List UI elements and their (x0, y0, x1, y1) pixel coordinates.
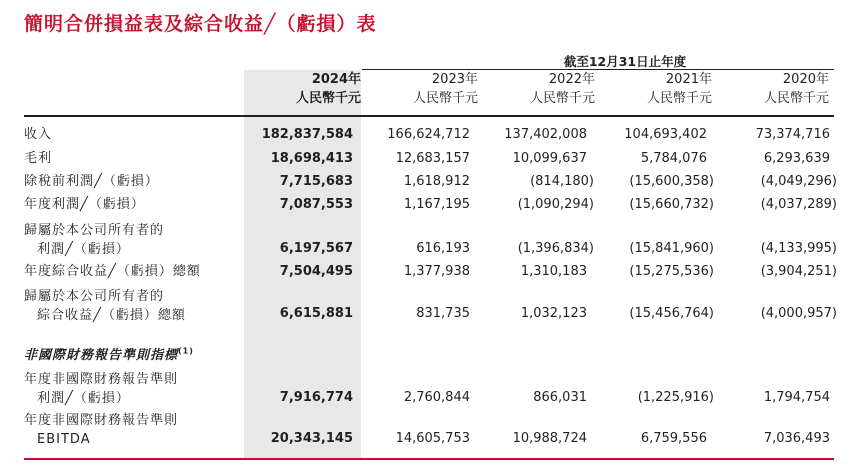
value-2021: 6,759,556 (640, 431, 707, 446)
row-label-line: 除稅前利潤╱（虧損） (24, 174, 159, 189)
value-2024: 7,715,683 (279, 174, 353, 189)
row-label-line: 綜合收益╱（虧損）總額 (37, 308, 186, 323)
value-2021: 5,784,076 (640, 151, 707, 166)
value-2020: (4,037,289) (760, 197, 837, 212)
row-label (24, 174, 159, 189)
column-header-2023 (361, 70, 478, 108)
value-2020: 1,794,754 (763, 390, 830, 405)
column-unit: 人民幣千元 (763, 91, 829, 106)
value-2023: 12,683,157 (395, 151, 470, 166)
value-2022: 10,988,724 (512, 431, 587, 446)
value-2024: 18,698,413 (270, 151, 353, 166)
row-label (24, 370, 178, 408)
value-2022: (1,396,834) (517, 241, 594, 256)
column-year: 2024年 (311, 72, 361, 87)
value-2020: (4,133,995) (760, 241, 837, 256)
row-label-line: 歸屬於本公司所有者的 (24, 289, 165, 304)
row-label-line: 毛利 (24, 151, 53, 166)
value-2021: (15,275,536) (629, 264, 714, 279)
value-2023: 1,377,938 (403, 264, 470, 279)
bottom-rule (24, 458, 834, 460)
table-row-attributable-profit (0, 221, 866, 261)
value-2023: 166,624,712 (387, 127, 470, 142)
value-2024: 6,615,881 (279, 306, 353, 321)
value-2020: (3,904,251) (760, 264, 837, 279)
column-header-2020 (712, 70, 829, 108)
value-2021: (15,841,960) (629, 241, 714, 256)
row-label-line: 利潤╱（虧損） (37, 391, 130, 406)
value-2023: 616,193 (416, 241, 470, 256)
value-2022: (814,180) (530, 174, 594, 189)
value-2023: 831,735 (416, 306, 470, 321)
value-2022: (1,090,294) (517, 197, 594, 212)
value-2021: (15,600,358) (629, 174, 714, 189)
non-ifrs-section-title (24, 344, 194, 363)
column-unit: 人民幣千元 (412, 91, 478, 106)
value-2023: 1,167,195 (403, 197, 470, 212)
value-2021: 104,693,402 (624, 127, 707, 142)
row-label-line: 收入 (24, 127, 53, 142)
value-2020: 73,374,716 (755, 127, 830, 142)
value-2020: (4,049,296) (760, 174, 837, 189)
column-year: 2020年 (782, 72, 829, 87)
table-row-gross-profit (0, 151, 866, 173)
column-header-2021 (595, 70, 712, 108)
row-label (24, 127, 52, 142)
value-2022: 137,402,008 (504, 127, 587, 142)
column-header-2024 (244, 70, 361, 108)
value-2023: 2,760,844 (403, 390, 470, 405)
value-2024: 6,197,567 (279, 241, 353, 256)
table-row-non-ifrs-profit (0, 370, 866, 410)
value-2022: 1,032,123 (520, 306, 587, 321)
statement-title: 簡明合併損益表及綜合收益╱（虧損）表 (24, 13, 377, 35)
table-row-attributable-comprehensive-income (0, 287, 866, 327)
table-row-profit-before-tax (0, 174, 866, 196)
column-header-2022 (478, 70, 595, 108)
value-2023: 1,618,912 (403, 174, 470, 189)
row-label (24, 287, 186, 325)
column-year: 2022年 (548, 72, 595, 87)
row-label-line: 年度綜合收益╱（虧損）總額 (24, 264, 201, 279)
value-2022: 866,031 (533, 390, 587, 405)
value-2020: 6,293,639 (763, 151, 830, 166)
row-label (24, 197, 145, 212)
row-label-line: 利潤╱（虧損） (37, 242, 130, 257)
period-header: 截至12月31日止年度 (563, 54, 687, 69)
column-year: 2021年 (665, 72, 712, 87)
table-row-revenue (0, 127, 866, 149)
column-unit: 人民幣千元 (295, 91, 361, 106)
value-2020: (4,000,957) (760, 306, 837, 321)
row-label-line: 歸屬於本公司所有者的 (24, 223, 165, 238)
table-row-total-comprehensive-income (0, 264, 866, 286)
row-label-line: 年度非國際財務報告準則 (24, 372, 179, 387)
value-2021: (15,456,764) (629, 306, 714, 321)
value-2024: 7,916,774 (279, 390, 353, 405)
column-unit: 人民幣千元 (646, 91, 712, 106)
table-row-profit-for-year (0, 197, 866, 219)
row-label-line: EBITDA (37, 432, 91, 447)
value-2024: 7,087,553 (279, 197, 353, 212)
footnote-marker: (1) (178, 346, 194, 356)
row-label (24, 221, 164, 259)
column-year: 2023年 (431, 72, 478, 87)
header-rule (24, 115, 834, 117)
row-label-line: 年度利潤╱（虧損） (24, 197, 145, 212)
value-2022: 1,310,183 (520, 264, 587, 279)
value-2023: 14,605,753 (395, 431, 470, 446)
column-unit: 人民幣千元 (529, 91, 595, 106)
row-label (24, 264, 201, 279)
value-2021: (15,660,732) (629, 197, 714, 212)
value-2024: 20,343,145 (270, 431, 353, 446)
table-row-non-ifrs-ebitda (0, 411, 866, 451)
row-label (24, 151, 52, 166)
row-label (24, 411, 178, 449)
value-2024: 7,504,495 (279, 264, 353, 279)
value-2022: 10,099,637 (512, 151, 587, 166)
value-2020: 7,036,493 (763, 431, 830, 446)
value-2024: 182,837,584 (261, 127, 353, 142)
section-title-text: 非國際財務報告準則指標 (24, 348, 179, 363)
value-2021: (1,225,916) (637, 390, 714, 405)
row-label-line: 年度非國際財務報告準則 (24, 413, 179, 428)
